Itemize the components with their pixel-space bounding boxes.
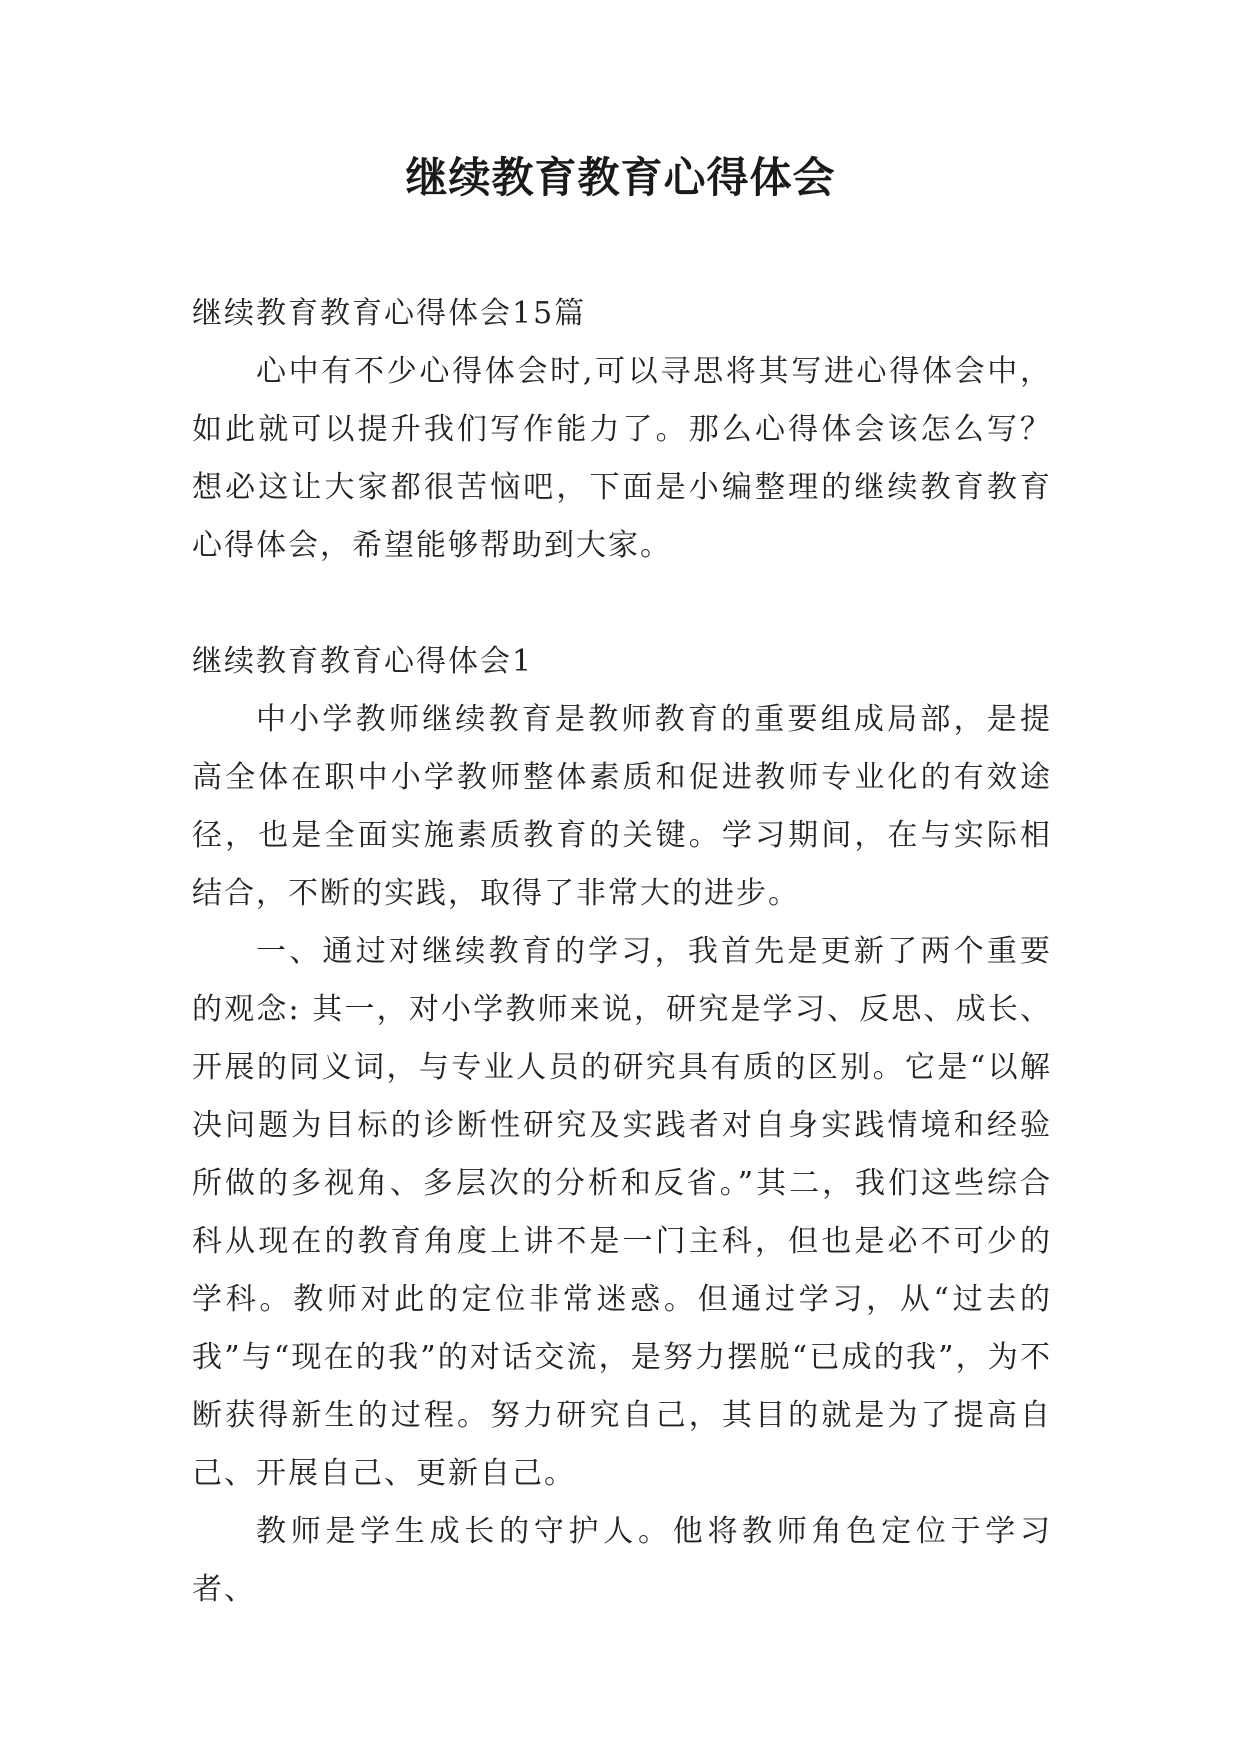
section-heading: 继续教育教育心得体会1 [192, 644, 534, 679]
section-spacer [192, 575, 1052, 633]
body-paragraph: 一、通过对继续教育的学习，我首先是更新了两个重要的观念: 其一，对小学教师来说，研究是学习、反思、成长、开展的同义词，与专业人员的研究具有质的区别。它是“以解决问题为目标的诊断性研究及实践者对自身实践情境和经验所做的多视角、多层次的分析和反省。”其二，我们这些综合科从现在的教育角度上讲不是一门主科，但也是必不可少的学科。教师对此的定位非常迷惑。但通过学习，从“过去的我”与“现在的我”的对话交流，是努力摆脱“已成的我”，为不断获得新生的过程。努力研究自己，其目的就是为了提高自己、开展自己、更新自己。 [192, 934, 1052, 1491]
intro-paragraph: 心中有不少心得体会时,可以寻思将其写进心得体会中，如此就可以提升我们写作能力了。那么心得体会该怎么写？想必这让大家都很苦恼吧，下面是小编整理的继续教育教育心得体会，希望能够帮助到大家。 [192, 354, 1052, 563]
body-paragraph: 教师是学生成长的守护人。他将教师角色定位于学习者、 [192, 1514, 1052, 1607]
body-paragraph: 中小学教师继续教育是教师教育的重要组成局部，是提高全体在职中小学教师整体素质和促进教师专业化的有效途径，也是全面实施素质教育的关键。学习期间，在与实际相结合，不断的实践，取得了非常大的进步。 [192, 702, 1052, 911]
document-title: 继续教育教育心得体会 [405, 153, 836, 202]
collection-heading: 继续教育教育心得体会15篇 [192, 296, 587, 331]
document-body [192, 285, 1052, 1619]
